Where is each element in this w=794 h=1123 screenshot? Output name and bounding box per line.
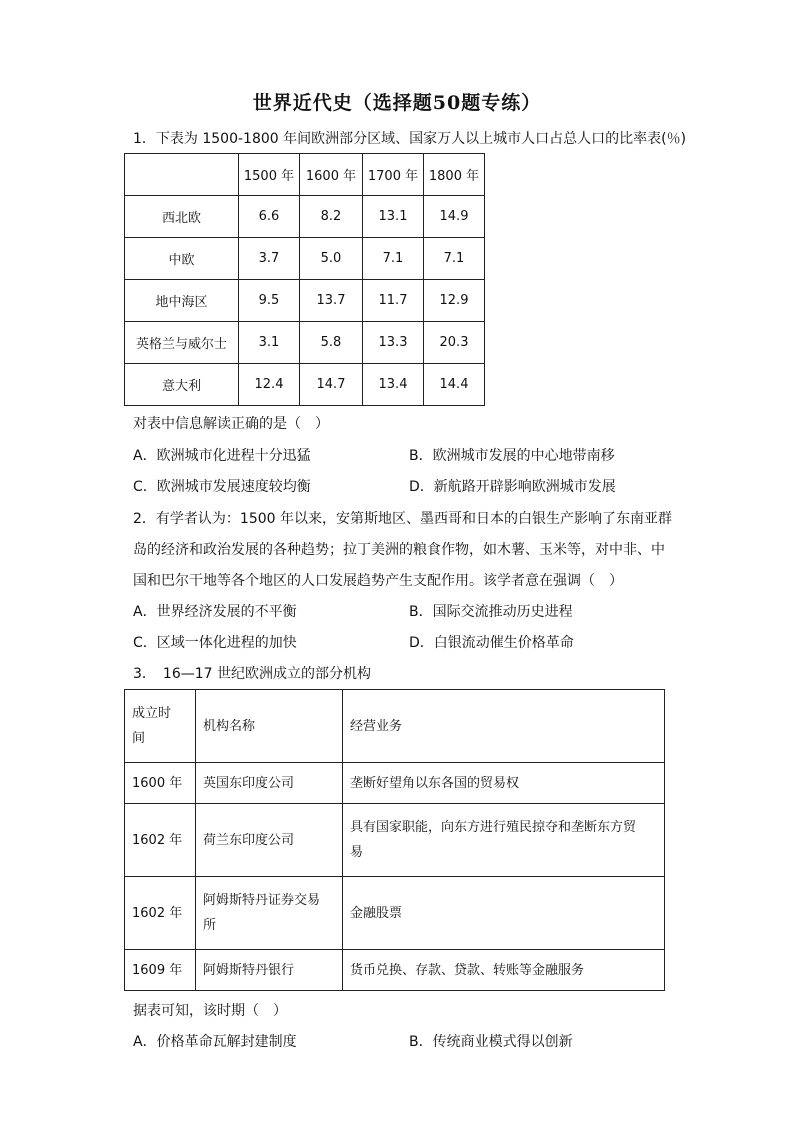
table-cell: 13.4	[363, 364, 424, 406]
table-cell: 6.6	[239, 196, 300, 238]
cell-line: 阿姆斯特丹证券交易	[203, 893, 321, 908]
table-cell: 中欧	[125, 238, 239, 280]
q3-stem: 3． 16—17 世纪欧洲成立的部分机构	[133, 666, 371, 682]
table-row	[125, 877, 665, 950]
q3-table	[124, 689, 665, 991]
table-cell: 13.1	[363, 196, 424, 238]
cell-line: 成立时	[132, 706, 172, 721]
cell-line: 垄断好望角以东各国的贸易权	[350, 775, 520, 791]
table-cell: 14.9	[424, 196, 485, 238]
q2-option-a[interactable]: A．世界经济发展的不平衡	[133, 604, 297, 620]
q2-option-b[interactable]: B．国际交流推动历史进程	[409, 604, 573, 620]
table-cell	[125, 763, 196, 804]
table-cell: 3.1	[239, 322, 300, 364]
q2-option-c[interactable]: C．区域一体化进程的加快	[133, 635, 297, 651]
q1-option-b[interactable]: B．欧洲城市发展的中心地带南移	[409, 448, 615, 464]
table-cell	[343, 763, 665, 804]
cell-line: 阿姆斯特丹银行	[203, 962, 295, 978]
table-cell: 英格兰与威尔士	[125, 322, 239, 364]
cell-line: 荷兰东印度公司	[203, 832, 295, 848]
table-row	[125, 322, 485, 364]
table-cell: 14.4	[424, 364, 485, 406]
table-header-cell	[125, 690, 196, 763]
table-row	[125, 238, 485, 280]
q2-stem-line: 2．有学者认为：1500 年以来，安第斯地区、墨西哥和日本的白银生产影响了东南亚群	[133, 511, 672, 527]
q1-stem: 1．下表为 1500-1800 年间欧洲部分区域、国家万人以上城市人口占总人口的比率表(％)	[133, 131, 687, 147]
table-cell: 7.1	[424, 238, 485, 280]
table-cell: 7.1	[363, 238, 424, 280]
table-header-row	[125, 154, 485, 196]
table-cell	[196, 950, 343, 991]
q2-stem-line: 国和巴尔干地等各个地区的人口发展趋势产生支配作用。该学者意在强调（ ）	[133, 573, 623, 589]
table-cell: 9.5	[239, 280, 300, 322]
cell-line: 1602 年	[132, 905, 183, 921]
table-cell: 5.0	[300, 238, 363, 280]
table-row	[125, 196, 485, 238]
table-cell	[343, 804, 665, 877]
table-cell: 5.8	[300, 322, 363, 364]
q2-option-d[interactable]: D．白银流动催生价格革命	[409, 635, 574, 651]
cell-line: 具有国家职能，向东方进行殖民掠夺和垄断东方贸	[350, 820, 637, 835]
table-row	[125, 364, 485, 406]
cell-line: 间	[132, 731, 146, 746]
cell-line: 1602 年	[132, 832, 183, 848]
table-cell	[343, 877, 665, 950]
table-cell	[196, 763, 343, 804]
table-cell	[196, 804, 343, 877]
table-cell: 西北欧	[125, 196, 239, 238]
q3-option-a[interactable]: A．价格革命瓦解封建制度	[133, 1034, 297, 1050]
table-cell: 12.4	[239, 364, 300, 406]
table-cell	[125, 877, 196, 950]
table-cell: 12.9	[424, 280, 485, 322]
table-row	[125, 804, 665, 877]
table-cell	[343, 950, 665, 991]
table-cell: 13.7	[300, 280, 363, 322]
q1-option-d[interactable]: D．新航路开辟影响欧洲城市发展	[409, 479, 616, 495]
table-cell: 11.7	[363, 280, 424, 322]
table-cell: 20.3	[424, 322, 485, 364]
cell-line: 经营业务	[350, 718, 403, 734]
table-cell: 地中海区	[125, 280, 239, 322]
table-header-row	[125, 690, 665, 763]
q1-option-c[interactable]: C．欧洲城市发展速度较均衡	[133, 479, 311, 495]
cell-line: 1609 年	[132, 962, 183, 978]
cell-line: 机构名称	[203, 718, 256, 734]
table-cell: 意大利	[125, 364, 239, 406]
table-header-cell	[343, 690, 665, 763]
table-header-cell: 1800 年	[424, 154, 485, 196]
table-row	[125, 950, 665, 991]
cell-line: 英国东印度公司	[203, 775, 295, 791]
table-header-cell: 1500 年	[239, 154, 300, 196]
q1-table	[124, 153, 485, 406]
table-cell: 14.7	[300, 364, 363, 406]
q1-question: 对表中信息解读正确的是（ ）	[133, 416, 329, 432]
q1-option-a[interactable]: A．欧洲城市化进程十分迅猛	[133, 448, 311, 464]
page-title: 世界近代史（选择题50题专练）	[252, 92, 542, 114]
table-cell	[196, 877, 343, 950]
table-cell: 13.3	[363, 322, 424, 364]
q2-stem-line: 岛的经济和政治发展的各种趋势；拉丁美洲的粮食作物，如木薯、玉米等，对中非、中	[133, 542, 665, 558]
table-header-cell: 1600 年	[300, 154, 363, 196]
table-cell: 3.7	[239, 238, 300, 280]
cell-line: 货币兑换、存款、贷款、转账等金融服务	[350, 962, 585, 978]
cell-line: 所	[203, 918, 217, 933]
table-row	[125, 763, 665, 804]
q3-option-b[interactable]: B．传统商业模式得以创新	[409, 1034, 573, 1050]
cell-line: 易	[350, 845, 364, 860]
cell-line: 金融股票	[350, 905, 403, 921]
table-cell	[125, 950, 196, 991]
table-header-cell	[196, 690, 343, 763]
q3-question: 据表可知，该时期（ ）	[133, 1003, 287, 1019]
cell-line: 1600 年	[132, 775, 183, 791]
table-cell	[125, 804, 196, 877]
table-header-cell	[125, 154, 239, 196]
table-header-cell: 1700 年	[363, 154, 424, 196]
table-cell: 8.2	[300, 196, 363, 238]
table-row	[125, 280, 485, 322]
